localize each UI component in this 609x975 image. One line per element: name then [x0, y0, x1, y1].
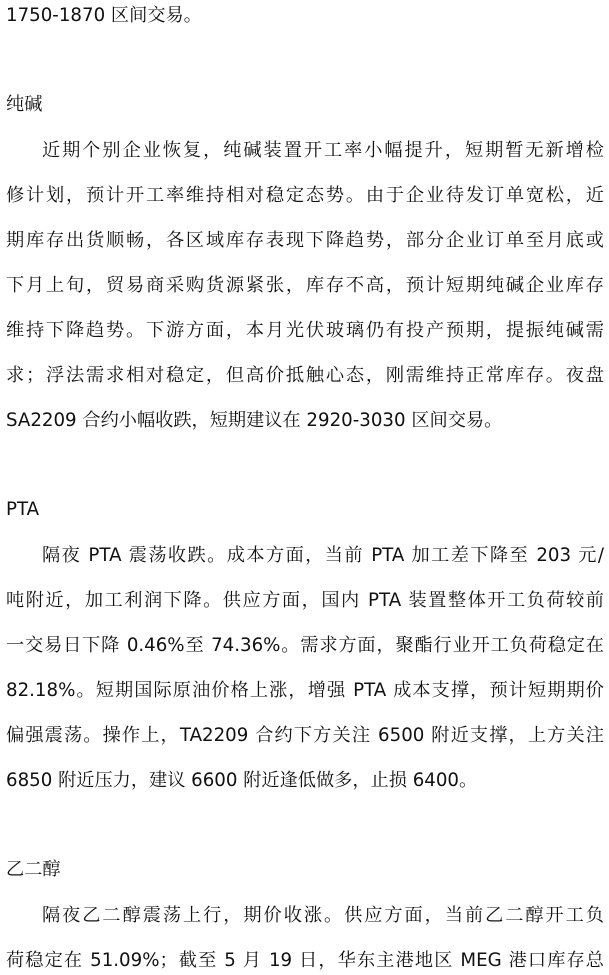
paragraph-line: 隔夜乙二醇震荡上行，期价收涨。供应方面，当前乙二醇开工负	[42, 905, 604, 926]
intro-line: 1750-1870 区间交易。	[6, 5, 202, 26]
paragraph-line: 82.18%。短期国际原油价格上涨，增强 PTA 成本支撑，预计短期期价	[6, 680, 604, 701]
paragraph-line: 近期个别企业恢复，纯碱装置开工率小幅提升，短期暂无新增检	[42, 140, 604, 161]
paragraph-line: 期库存出货顺畅，各区域库存表现下降趋势，部分企业订单至月底或	[6, 230, 604, 251]
paragraph-line: 维持下降趋势。下游方面，本月光伏玻璃仍有投产预期，提振纯碱需	[6, 320, 604, 341]
paragraph-line: SA2209 合约小幅收跌，短期建议在 2920-3030 区间交易。	[6, 410, 503, 431]
paragraph-line: 偏强震荡。操作上，TA2209 合约下方关注 6500 附近支撑，上方关注	[6, 725, 604, 746]
paragraph-line: 求；浮法需求相对稳定，但高价抵触心态，刚需维持正常库存。夜盘	[6, 365, 604, 386]
paragraph-line: 6850 附近压力，建议 6600 附近逢低做多，止损 6400。	[6, 770, 478, 791]
section-title-pta: PTA	[6, 499, 40, 520]
paragraph-line: 荷稳定在 51.09%；截至 5 月 19 日，华东主港地区 MEG 港口库存总	[6, 950, 604, 971]
section-title-soda-ash: 纯碱	[6, 94, 43, 115]
section-title-ethylene-glycol: 乙二醇	[6, 859, 61, 880]
paragraph-line: 吨附近，加工利润下降。供应方面，国内 PTA 装置整体开工负荷较前	[6, 590, 604, 611]
paragraph-line: 隔夜 PTA 震荡收跌。成本方面，当前 PTA 加工差下降至 203 元/	[42, 545, 604, 566]
paragraph-line: 下月上旬，贸易商采购货源紧张，库存不高，预计短期纯碱企业库存	[6, 275, 604, 296]
paragraph-line: 修计划，预计开工率维持相对稳定态势。由于企业待发订单宽松，近	[6, 185, 604, 206]
paragraph-line: 一交易日下降 0.46%至 74.36%。需求方面，聚酯行业开工负荷稳定在	[6, 635, 604, 656]
